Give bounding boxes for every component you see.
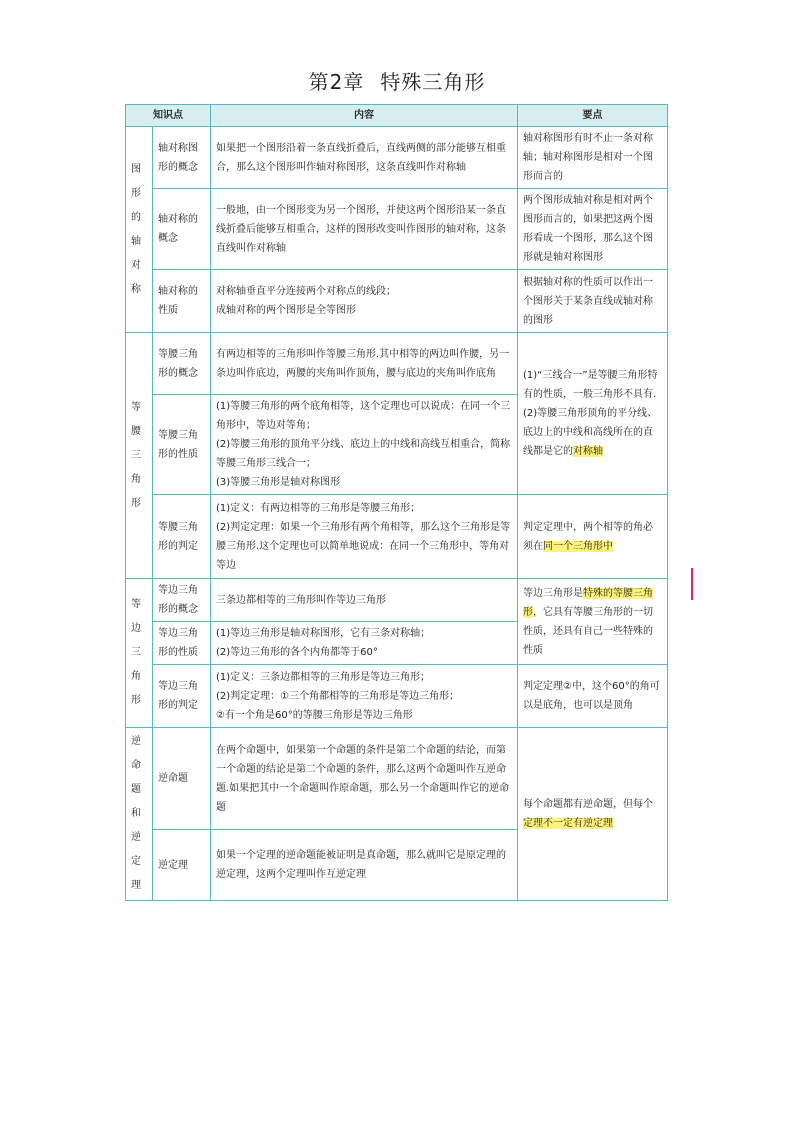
topic-content: 三条边都相等的三角形叫作等边三角形 xyxy=(211,579,518,622)
table-row xyxy=(126,665,668,728)
topic-name: 轴对称的性质 xyxy=(153,270,211,333)
topic-name: 等腰三角形的性质 xyxy=(153,395,211,495)
topic-name: 等边三角形的概念 xyxy=(153,579,211,622)
topic-content: 有两边相等的三角形叫作等腰三角形.其中相等的两边叫作腰，另一条边叫作底边，两腰的夹角叫作顶角，腰与底边的夹角叫作底角 xyxy=(211,333,518,395)
topic-content: 对称轴垂直平分连接两个对称点的线段； 成轴对称的两个图形是全等图形 xyxy=(211,270,518,333)
topic-content: 一般地，由一个图形变为另一个图形，并使这两个图形沿某一条直线折叠后能够互相重合，这样的图形改变叫作图形的轴对称，这条直线叫作对称轴 xyxy=(211,189,518,270)
topic-name: 等腰三角形的判定 xyxy=(153,495,211,579)
table-row xyxy=(126,189,668,270)
topic-name: 等边三角形的判定 xyxy=(153,665,211,728)
highlight-mark: 特殊的等腰三角形 xyxy=(523,587,653,618)
topic-point: 等边三角形是特殊的等腰三角形，它具有等腰三角形的一切性质，还具有自己一些特殊的性质 xyxy=(518,579,668,665)
topic-point: 两个图形成轴对称是相对两个图形而言的，如果把这两个图形看成一个图形，那么这个图形就是轴对称图形 xyxy=(518,189,668,270)
topic-point: 根据轴对称的性质可以作出一个图形关于某条直线成轴对称的图形 xyxy=(518,270,668,333)
topic-point: 每个命题都有逆命题，但每个定理不一定有逆定理 xyxy=(518,728,668,901)
header-knowledge: 知识点 xyxy=(126,105,211,127)
topic-content: (1)定义：三条边都相等的三角形是等边三角形； (2)判定定理：①三个角都相等的三角形是等边三角形； ②有一个角是60°的等腰三角形是等边三角形 xyxy=(211,665,518,728)
highlight-mark: 对称轴 xyxy=(573,446,603,457)
topic-content: 如果一个定理的逆命题能被证明是真命题，那么就叫它是原定理的逆定理，这两个定理叫作互逆定理 xyxy=(211,830,518,901)
table-row xyxy=(126,333,668,395)
highlight-mark: 定理不一定有逆定理 xyxy=(523,818,613,829)
topic-content: 在两个命题中，如果第一个命题的条件是第二个命题的结论，而第一个命题的结论是第二个命题的条件，那么这两个命题叫作互逆命题.如果把其中一个命题叫作原命题，那么另一个命题叫作它的逆命题 xyxy=(211,728,518,830)
table-header-row xyxy=(126,105,668,127)
highlight-mark: 同一个三角形中 xyxy=(543,540,613,552)
table-row xyxy=(126,270,668,333)
group-axial-symmetry: 图 形 的 轴 对 称 xyxy=(126,127,153,333)
chapter-number: 第2章 xyxy=(308,70,365,94)
topic-name: 等边三角形的性质 xyxy=(153,622,211,665)
topic-name: 逆命题 xyxy=(153,728,211,830)
topic-content: 如果把一个图形沿着一条直线折叠后，直线两侧的部分能够互相重合，那么这个图形叫作轴对称图形，这条直线叫作对称轴 xyxy=(211,127,518,189)
table-row xyxy=(126,127,668,189)
topic-content: (1)等边三角形是轴对称图形，它有三条对称轴； (2)等边三角形的各个内角都等于60° xyxy=(211,622,518,665)
table-row xyxy=(126,495,668,579)
topic-content: (1)定义：有两边相等的三角形是等腰三角形； (2)判定定理：如果一个三角形有两个角相等，那么这个三角形是等腰三角形.这个定理也可以简单地说成：在同一个三角形中，等角对等边 xyxy=(211,495,518,579)
page-title xyxy=(0,66,794,95)
topic-point: 判定定理中，两个相等的角必须在同一个三角形中 xyxy=(518,495,668,579)
table-row xyxy=(126,728,668,830)
topic-content: (1)等腰三角形的两个底角相等，这个定理也可以说成：在同一个三角形中，等边对等角； (2)等腰三角形的顶角平分线、底边上的中线和高线互相重合，简称等腰三角形三线合一； (3)等腰三角形是轴对称图形 xyxy=(211,395,518,495)
margin-marker xyxy=(691,568,693,600)
knowledge-table xyxy=(125,104,668,901)
topic-point: (1)“三线合一”是等腰三角形特有的性质，一般三角形不具有. (2)等腰三角形顶角的平分线、底边上的中线和高线所在的直线都是它的对称轴 xyxy=(518,333,668,495)
group-equilateral-triangle: 等 边 三 角 形 xyxy=(126,579,153,728)
table-row xyxy=(126,579,668,622)
header-points: 要点 xyxy=(518,105,668,127)
header-content: 内容 xyxy=(211,105,518,127)
topic-point: 轴对称图形有时不止一条对称轴；轴对称图形是相对一个图形而言的 xyxy=(518,127,668,189)
topic-point: 判定定理②中，这个60°的角可以是底角，也可以是顶角 xyxy=(518,665,668,728)
topic-name: 等腰三角形的概念 xyxy=(153,333,211,395)
topic-name: 逆定理 xyxy=(153,830,211,901)
group-isosceles-triangle: 等 腰 三 角 形 xyxy=(126,333,153,579)
chapter-name: 特殊三角形 xyxy=(380,70,486,94)
topic-name: 轴对称图形的概念 xyxy=(153,127,211,189)
topic-name: 轴对称的概念 xyxy=(153,189,211,270)
group-converse: 逆 命 题 和 逆 定 理 xyxy=(126,728,153,901)
